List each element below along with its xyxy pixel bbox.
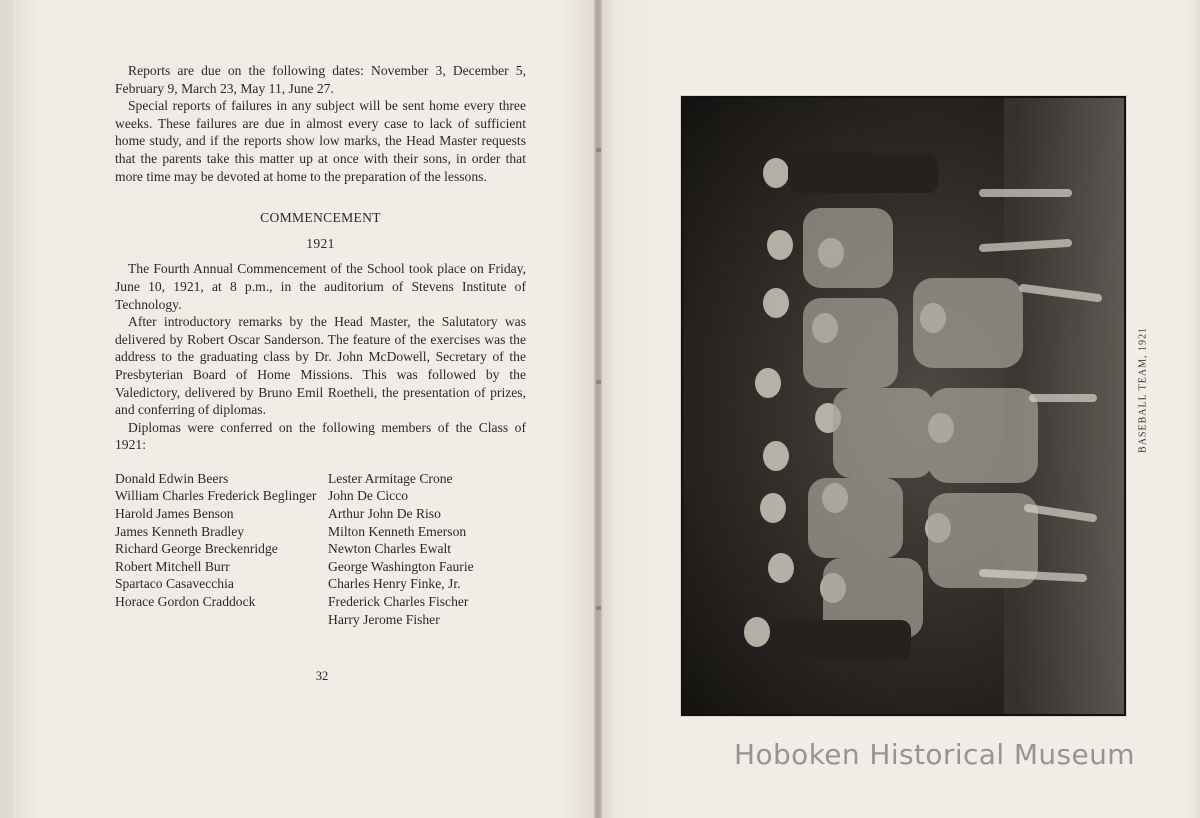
player-leg (983, 243, 1068, 248)
binding-staple (596, 148, 601, 152)
photo-caption-text: BASEBALL TEAM, 1921 (1137, 327, 1149, 453)
photo-figures (683, 98, 1124, 714)
player-uniform (808, 478, 903, 558)
player-uniform (803, 298, 898, 388)
paragraph-exercises: After introductory remarks by the Head Master, the Salutatory was delivered by Robert Oscar Sanderson. The feature of the exercises was the address to the graduating class by Dr. John McDowell, Secretary of the Presbyterian Board of Home Missions. This was followed by the Valedictory, delivered by Bruno Emil Roetheli, the presentation of prizes, and conferring of diplomas. (115, 314, 526, 418)
player-uniform (833, 388, 933, 478)
page-edges (0, 0, 12, 818)
graduate-names (115, 470, 526, 628)
paragraph-special-reports: Special reports of failures in any subject will be sent home every three weeks. These failures are due in almost every case to lack of sufficient home study, and if the reports show low marks, the Head Master requests that the parents take this matter up at once with their sons, in order that more time may be devoted at home to the preparation of the lessons. (115, 98, 526, 184)
graduate-name: John De Cicco (328, 488, 409, 504)
graduate-name: Spartaco Casavecchia (115, 576, 234, 592)
graduate-name: Horace Gordon Craddock (115, 594, 256, 610)
graduate-name: William Charles Frederick Beglinger (115, 488, 317, 504)
section-heading: COMMENCEMENT (260, 210, 381, 226)
player-head (768, 553, 794, 583)
photo-caption (1136, 290, 1150, 490)
player-head (760, 493, 786, 523)
graduate-name: Charles Henry Finke, Jr. (328, 576, 461, 592)
graduate-name: Lester Armitage Crone (328, 470, 453, 486)
player-head (755, 368, 781, 398)
graduate-name: Newton Charles Ewalt (328, 541, 452, 557)
binding-staple (596, 606, 601, 610)
player-head (767, 230, 793, 260)
player-uniform (913, 278, 1023, 368)
graduate-name: James Kenneth Bradley (115, 523, 245, 539)
graduate-name: Donald Edwin Beers (115, 470, 229, 486)
team-photograph (681, 96, 1126, 716)
graduate-names-col1 (115, 470, 328, 628)
graduate-name: Richard George Breckenridge (115, 541, 278, 557)
binding-staple (596, 380, 601, 384)
left-page (0, 0, 598, 818)
paragraph-reports-due: Reports are due on the following dates: November 3, December 5, February 9, March 23, May 11, June 27. (115, 63, 526, 96)
section-year: 1921 (306, 235, 335, 251)
graduate-name: Milton Kenneth Emerson (328, 523, 467, 539)
page-number: 32 (315, 669, 329, 683)
player-suit (788, 153, 938, 193)
left-text-column (115, 62, 526, 628)
player-leg (983, 573, 1083, 578)
paragraph-diplomas: Diplomas were conferred on the following members of the Class of 1921: (115, 419, 526, 453)
graduate-names-col2 (328, 470, 526, 628)
book-gutter (594, 0, 602, 818)
graduate-name: Harry Jerome Fisher (328, 611, 440, 627)
graduate-name: Harold James Benson (115, 506, 234, 522)
graduate-name: Arthur John De Riso (328, 506, 441, 522)
player-leg (1023, 288, 1098, 298)
graduate-name: Frederick Charles Fischer (328, 594, 469, 610)
player-suit (771, 620, 911, 660)
museum-watermark: Hoboken Historical Museum (734, 738, 1135, 771)
paragraph-commencement: The Fourth Annual Commencement of the School took place on Friday, June 10, 1921, at 8 p.m., in the auditorium of Stevens Institute of Technology. (115, 261, 526, 312)
player-uniform (928, 388, 1038, 483)
graduate-name: George Washington Faurie (328, 558, 474, 574)
player-head (744, 617, 770, 647)
player-head (763, 441, 789, 471)
player-head (763, 288, 789, 318)
player-uniform (803, 208, 893, 288)
player-head (763, 158, 789, 188)
graduate-name: Robert Mitchell Burr (115, 558, 230, 574)
